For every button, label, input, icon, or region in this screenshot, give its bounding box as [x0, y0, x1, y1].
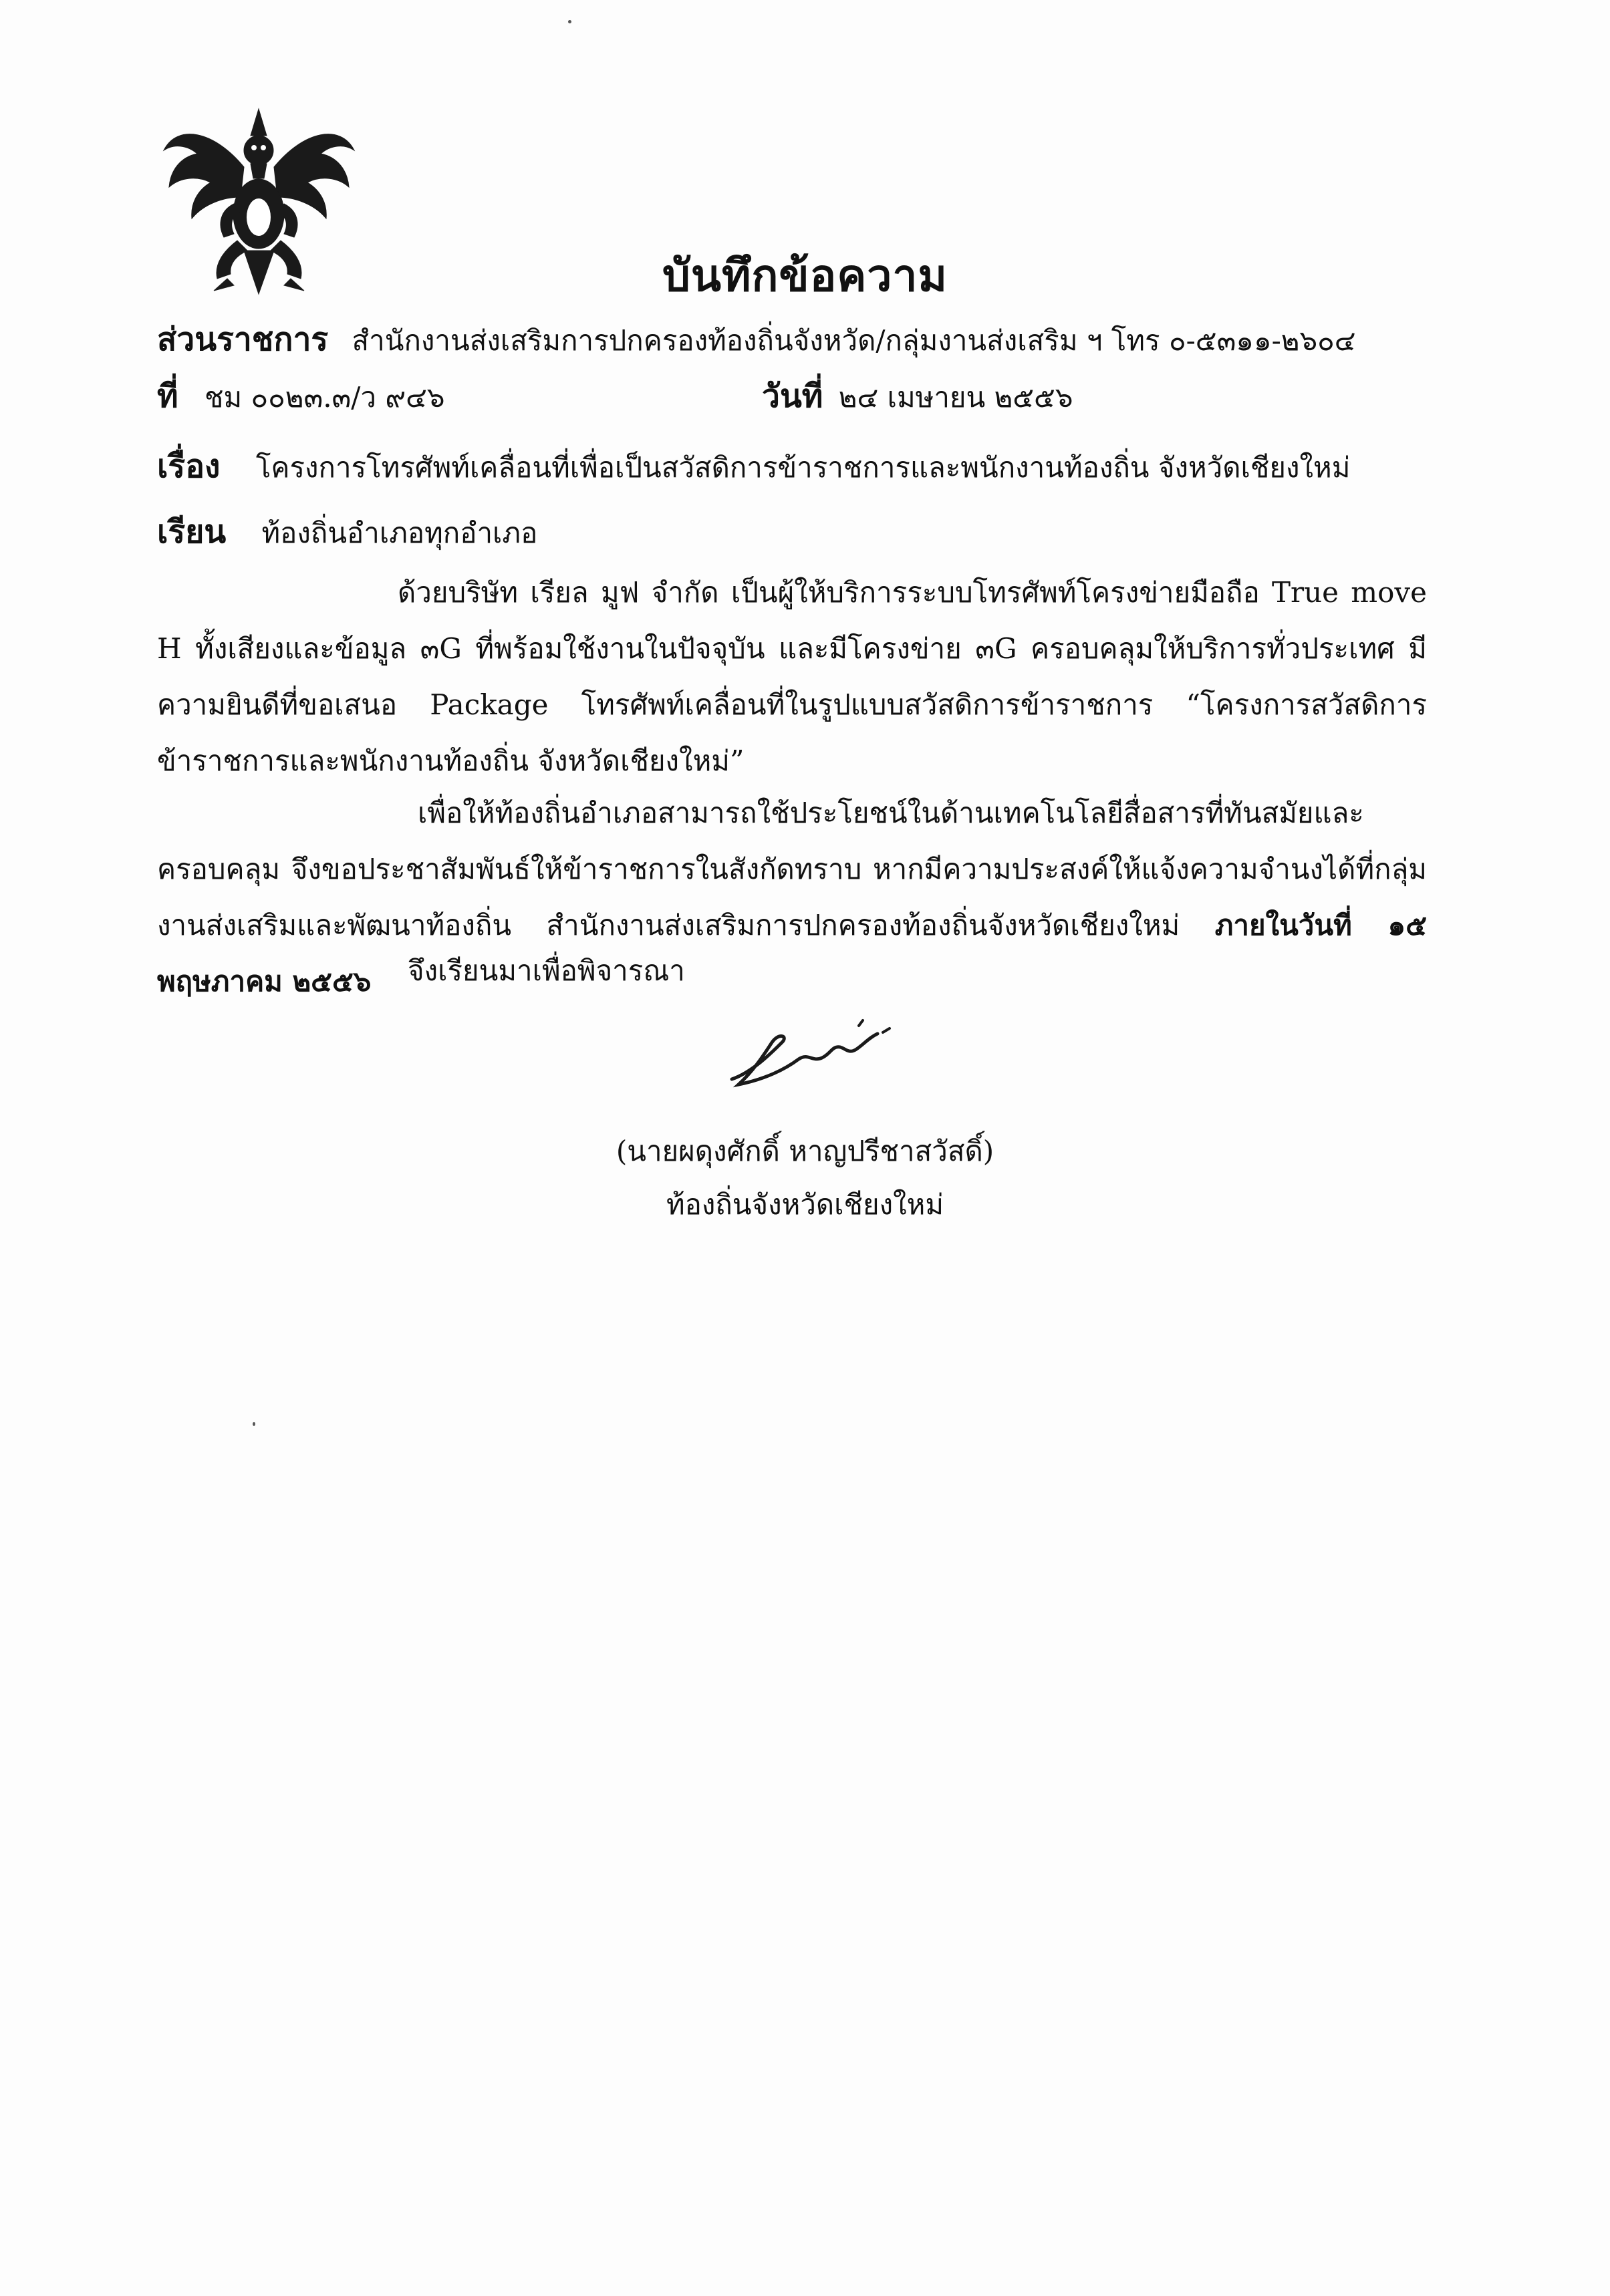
scan-speck	[568, 20, 571, 23]
signatory-position: ท้องถิ่นจังหวัดเชียงใหม่	[666, 1188, 944, 1221]
recipient-value: ท้องถิ่นอำเภอทุกอำเภอ	[261, 517, 538, 549]
reference-value: ชม ๐๐๒๓.๓/ว ๙๔๖	[205, 381, 445, 414]
deadline-text: ภายในวันที่ ๑๕ พฤษภาคม ๒๕๕๖	[157, 909, 1427, 998]
reference-row	[157, 371, 445, 422]
subject-row	[157, 441, 1350, 492]
document-title: บันทึกข้อความ	[662, 249, 948, 301]
body-paragraph-1: ด้วยบริษัท เรียล มูฟ จำกัด เป็นผู้ให้บริการระบบโทรศัพท์โครงข่ายมือถือ True move H ทั้งเสียงและข้อมูล ๓G ที่พร้อมใช้งานในปัจจุบัน และมีโครงข่าย ๓G ครอบคลุมให้บริการทั่วประเทศ มีความยินดีที่ขอเสนอ Package โทรศัพท์เคลื่อนที่ในรูปแบบสวัสดิการข้าราชการ “โครงการสวัสดิการข้าราชการและพนักงานท้องถิ่น จังหวัดเชียงใหม่”	[157, 576, 1427, 777]
recipient-label: เรียน	[157, 513, 227, 551]
body-paragraph-2	[157, 785, 1427, 1010]
subject-value: โครงการโทรศัพท์เคลื่อนที่เพื่อเป็นสวัสดิการข้าราชการและพนักงานท้องถิ่น จังหวัดเชียงใหม่	[255, 451, 1351, 484]
handwritten-signature-icon	[725, 1006, 899, 1099]
reference-label: ที่	[157, 378, 178, 415]
agency-row	[157, 314, 1356, 365]
date-label: วันที่	[762, 378, 823, 415]
agency-value: สำนักงานส่งเสริมการปกครองท้องถิ่นจังหวัด/กลุ่มงานส่งเสริม ฯ โทร ๐-๕๓๑๑-๒๖๐๔	[352, 324, 1356, 357]
date-value: ๒๔ เมษายน ๒๕๕๖	[838, 381, 1073, 414]
date-row	[762, 371, 1073, 422]
scan-speck	[253, 1422, 255, 1426]
agency-label: ส่วนราชการ	[157, 321, 329, 358]
closing-line: จึงเรียนมาเพื่อพิจารณา	[408, 954, 685, 987]
signatory-name: (นายผดุงศักดิ์ หาญปรีชาสวัสดิ์)	[616, 1135, 994, 1167]
subject-label: เรื่อง	[157, 448, 221, 485]
recipient-row	[157, 507, 537, 557]
paragraph-2-text: เพื่อให้ท้องถิ่นอำเภอสามารถใช้ประโยชน์ในด้านเทคโนโลยีสื่อสารที่ทันสมัยและครอบคลุม จึงขอประชาสัมพันธ์ให้ข้าราชการในสังกัดทราบ หากมีความประสงค์ให้แจ้งความจำนงได้ที่กลุ่มงานส่งเสริมและพัฒนาท้องถิ่น สำนักงานส่งเสริมการปกครองท้องถิ่นจังหวัดเชียงใหม่	[157, 797, 1427, 942]
